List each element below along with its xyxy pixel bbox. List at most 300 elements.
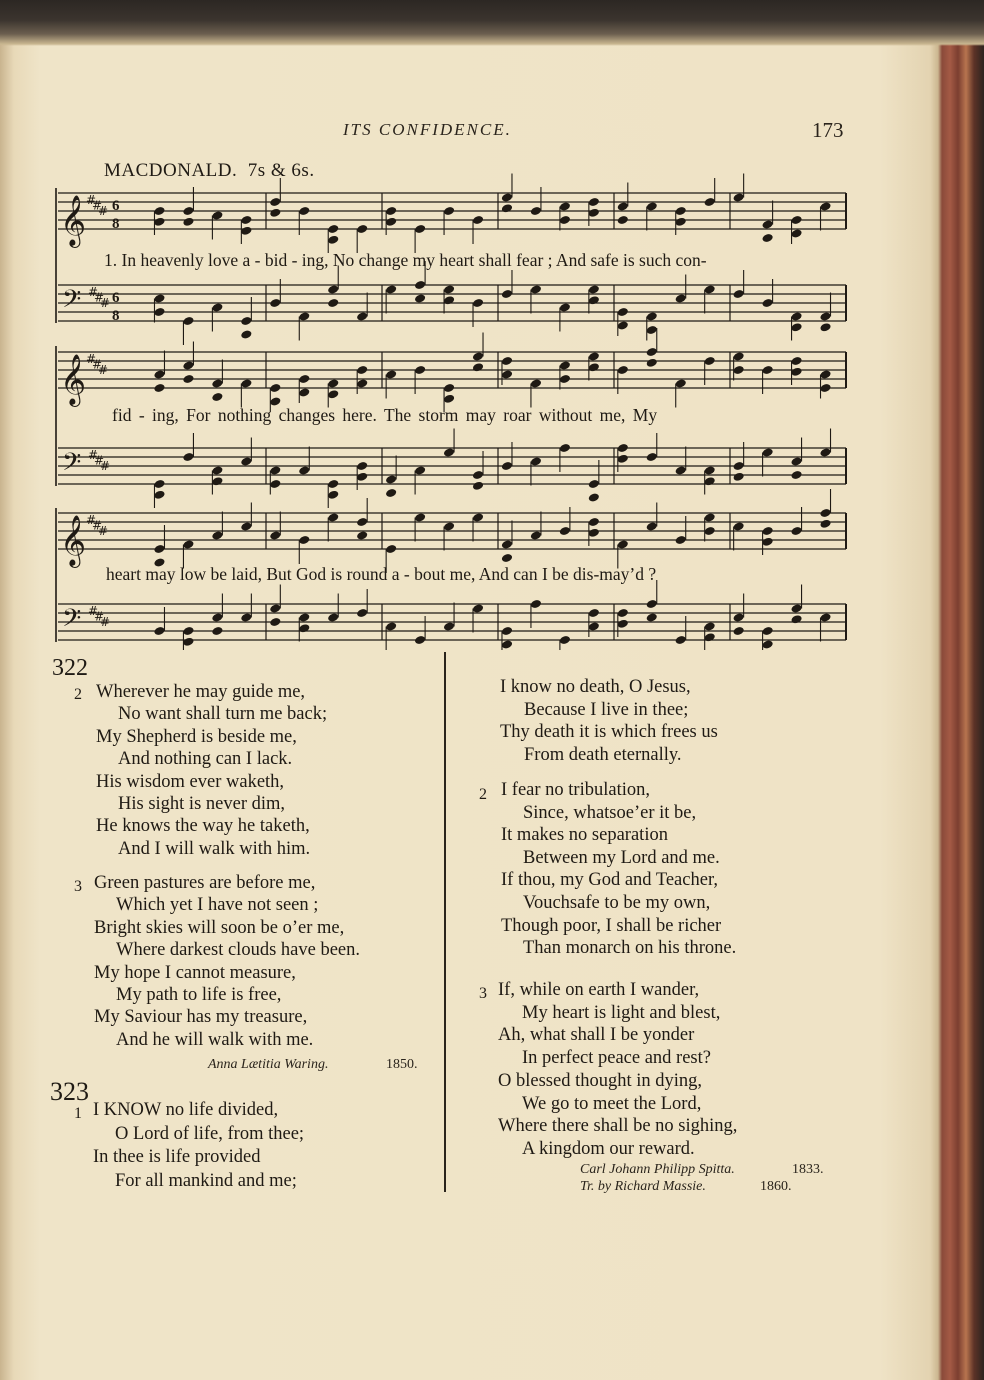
note-head xyxy=(704,465,716,475)
note-head xyxy=(414,280,426,290)
note-head xyxy=(443,521,455,531)
sharp-sign: # xyxy=(94,609,105,624)
note-head xyxy=(588,208,600,218)
hymn-323-translator: Tr. by Richard Massie. xyxy=(580,1179,706,1194)
note-head xyxy=(443,447,455,457)
verse-line: Bright skies will soon be o’er me, xyxy=(94,917,345,938)
verse-line: Vouchsafe to be my own, xyxy=(523,893,711,913)
music-score xyxy=(0,0,984,650)
verse-line: For all mankind and me; xyxy=(115,1170,297,1191)
verse-line: In thee is life provided xyxy=(93,1147,261,1167)
lyric-line-3: heart may low be laid, But God is round a - bout me, And can I be dis-may’d ? xyxy=(106,564,657,584)
verse-line: No want shall turn me back; xyxy=(118,704,328,725)
treble-clef: 𝄞 xyxy=(60,195,87,246)
note-head xyxy=(733,612,745,622)
verse-line: My hope I cannot measure, xyxy=(94,962,296,983)
note-head xyxy=(385,369,397,379)
verse-line: Green pastures are before me, xyxy=(94,873,316,893)
note-head xyxy=(327,224,339,234)
note-head xyxy=(617,608,629,618)
verse-line: O Lord of life, from thee; xyxy=(115,1123,305,1144)
note-head xyxy=(153,544,165,554)
note-head xyxy=(819,519,831,529)
note-head xyxy=(240,378,252,388)
note-head xyxy=(530,456,542,466)
note-head xyxy=(298,623,310,633)
note-head xyxy=(385,474,397,484)
hymn-number-323: 323 xyxy=(50,1077,89,1106)
note-head xyxy=(617,619,629,629)
note-head xyxy=(646,201,658,211)
verse-line: My path to life is free, xyxy=(116,985,282,1005)
note-head xyxy=(298,535,310,545)
sharp-sign: # xyxy=(92,357,103,372)
note-head xyxy=(211,392,223,402)
note-head xyxy=(675,206,687,216)
note-head xyxy=(153,217,165,227)
note-head xyxy=(269,197,281,207)
note-head xyxy=(298,612,310,622)
note-head xyxy=(356,461,368,471)
verse-line: A kingdom our reward. xyxy=(522,1138,695,1159)
verse-line: We go to meet the Lord, xyxy=(522,1093,702,1114)
note-head xyxy=(530,599,542,609)
note-head xyxy=(646,452,658,462)
sharp-sign: # xyxy=(94,453,105,468)
note-head xyxy=(327,512,339,522)
note-head xyxy=(182,539,194,549)
note-head xyxy=(443,621,455,631)
verse-line: O blessed thought in dying, xyxy=(498,1070,703,1091)
note-head xyxy=(761,365,773,375)
sharp-sign: # xyxy=(98,204,109,218)
note-head xyxy=(559,526,571,536)
note-head xyxy=(501,203,513,213)
note-head xyxy=(182,360,194,370)
note-head xyxy=(327,378,339,388)
note-head xyxy=(819,311,831,321)
verse-line: His wisdom ever waketh, xyxy=(96,771,285,792)
note-head xyxy=(240,456,252,466)
note-head xyxy=(733,192,745,202)
sharp-sign: # xyxy=(92,518,103,533)
note-head xyxy=(182,626,194,636)
note-head xyxy=(414,465,426,475)
note-head xyxy=(588,284,600,294)
note-head xyxy=(761,639,773,649)
verse-line: In perfect peace and rest? xyxy=(522,1048,711,1069)
column-divider xyxy=(444,652,446,1192)
note-head xyxy=(617,320,629,330)
note-head xyxy=(646,612,658,622)
note-head xyxy=(617,443,629,453)
note-head xyxy=(414,512,426,522)
note-head xyxy=(356,378,368,388)
note-head xyxy=(182,206,194,216)
note-head xyxy=(588,197,600,207)
note-head xyxy=(501,289,513,299)
sharp-sign: # xyxy=(86,513,97,528)
note-head xyxy=(761,447,773,457)
note-head xyxy=(704,512,716,522)
note-head xyxy=(819,508,831,518)
note-head xyxy=(153,479,165,489)
note-head xyxy=(790,470,802,480)
note-head xyxy=(269,603,281,613)
note-head xyxy=(153,490,165,500)
verse-line: My Shepherd is beside me, xyxy=(96,726,297,747)
running-title: ITS CONFIDENCE. xyxy=(343,120,512,139)
note-head xyxy=(559,360,571,370)
note-head xyxy=(298,311,310,321)
note-head xyxy=(646,521,658,531)
note-head xyxy=(211,612,223,622)
note-head xyxy=(356,311,368,321)
note-head xyxy=(501,539,513,549)
note-head xyxy=(733,351,745,361)
bass-clef: 𝄢 xyxy=(62,448,82,483)
time-signature-top: 6 xyxy=(112,290,120,306)
verse-line: He knows the way he taketh, xyxy=(96,816,310,837)
note-head xyxy=(298,374,310,384)
note-head xyxy=(530,284,542,294)
note-head xyxy=(704,284,716,294)
note-head xyxy=(819,383,831,393)
note-head xyxy=(675,535,687,545)
note-head xyxy=(501,639,513,649)
sharp-sign: # xyxy=(88,604,99,619)
note-head xyxy=(790,215,802,225)
note-head xyxy=(761,219,773,229)
note-head xyxy=(211,530,223,540)
note-head xyxy=(704,356,716,366)
note-head xyxy=(414,293,426,303)
verse-line: I know no death, O Jesus, xyxy=(500,677,691,697)
note-head xyxy=(559,215,571,225)
note-head xyxy=(414,635,426,645)
verse-line: Which yet I have not seen ; xyxy=(116,895,319,916)
note-head xyxy=(153,626,165,636)
tune-title: MACDONALD. xyxy=(104,160,238,181)
note-head xyxy=(733,461,745,471)
note-head xyxy=(588,492,600,502)
sharp-sign: # xyxy=(86,193,97,208)
note-head xyxy=(675,293,687,303)
stanza-number: 1 xyxy=(74,1105,82,1122)
verse-line: From death eternally. xyxy=(524,744,682,765)
note-head xyxy=(472,470,484,480)
note-head xyxy=(559,635,571,645)
sharp-sign: # xyxy=(92,198,103,213)
verse-line: Ah, what shall I be yonder xyxy=(498,1025,695,1046)
note-head xyxy=(559,302,571,312)
note-head xyxy=(675,217,687,227)
note-head xyxy=(790,456,802,466)
note-head xyxy=(356,530,368,540)
note-head xyxy=(472,512,484,522)
note-head xyxy=(646,325,658,335)
verse-line: I fear no tribulation, xyxy=(501,780,650,800)
note-head xyxy=(211,302,223,312)
verse-line: Though poor, I shall be richer xyxy=(501,915,722,936)
note-head xyxy=(472,215,484,225)
note-head xyxy=(501,461,513,471)
note-head xyxy=(617,454,629,464)
note-head xyxy=(790,322,802,332)
note-head xyxy=(530,378,542,388)
note-head xyxy=(472,481,484,491)
note-head xyxy=(269,617,281,627)
note-head xyxy=(385,206,397,216)
note-head xyxy=(501,553,513,563)
note-head xyxy=(443,394,455,404)
note-head xyxy=(443,295,455,305)
note-head xyxy=(182,452,194,462)
note-head xyxy=(153,307,165,317)
hymn-322-author: Anna Lætitia Waring. xyxy=(208,1057,329,1072)
time-signature-top: 6 xyxy=(112,198,120,214)
hymn-322-year: 1850. xyxy=(386,1057,418,1072)
hymn-323-translator-year: 1860. xyxy=(760,1179,792,1194)
note-head xyxy=(298,465,310,475)
note-head xyxy=(385,544,397,554)
note-head xyxy=(646,358,658,368)
note-head xyxy=(356,224,368,234)
note-head xyxy=(646,599,658,609)
time-signature-bottom: 8 xyxy=(112,216,120,232)
note-head xyxy=(472,298,484,308)
note-head xyxy=(327,479,339,489)
note-head xyxy=(733,626,745,636)
note-head xyxy=(588,479,600,489)
verse-line: Thy death it is which frees us xyxy=(500,722,718,742)
note-head xyxy=(588,517,600,527)
note-head xyxy=(675,465,687,475)
note-head xyxy=(414,224,426,234)
note-head xyxy=(182,316,194,326)
sharp-sign: # xyxy=(100,615,111,629)
note-head xyxy=(182,374,194,384)
note-head xyxy=(819,447,831,457)
sharp-sign: # xyxy=(88,448,99,463)
note-head xyxy=(617,365,629,375)
note-head xyxy=(298,387,310,397)
note-head xyxy=(704,632,716,642)
verse-line: And I will walk with him. xyxy=(118,838,311,859)
sharp-sign: # xyxy=(86,352,97,367)
note-head xyxy=(588,351,600,361)
treble-clef: 𝄞 xyxy=(60,515,87,566)
note-head xyxy=(646,347,658,357)
note-head xyxy=(819,322,831,332)
note-head xyxy=(761,298,773,308)
note-head xyxy=(153,383,165,393)
note-head xyxy=(559,201,571,211)
note-head xyxy=(790,228,802,238)
note-head xyxy=(733,521,745,531)
note-head xyxy=(501,369,513,379)
note-head xyxy=(501,192,513,202)
note-head xyxy=(269,298,281,308)
note-head xyxy=(385,217,397,227)
note-head xyxy=(356,365,368,375)
note-head xyxy=(211,465,223,475)
note-head xyxy=(790,614,802,624)
note-head xyxy=(559,374,571,384)
note-head xyxy=(356,608,368,618)
note-head xyxy=(153,293,165,303)
treble-clef: 𝄞 xyxy=(60,354,87,405)
verse-line: Where there shall be no sighing, xyxy=(498,1116,738,1137)
note-head xyxy=(211,210,223,220)
verse-line: If thou, my God and Teacher, xyxy=(501,870,718,891)
verse-line: Between my Lord and me. xyxy=(523,847,720,868)
note-head xyxy=(704,476,716,486)
note-head xyxy=(646,311,658,321)
note-head xyxy=(327,298,339,308)
note-head xyxy=(472,362,484,372)
note-head xyxy=(704,621,716,631)
note-head xyxy=(675,378,687,388)
note-head xyxy=(327,235,339,245)
hymn-323-author-year: 1833. xyxy=(792,1162,824,1177)
note-head xyxy=(443,383,455,393)
bass-clef: 𝄢 xyxy=(62,604,82,639)
note-head xyxy=(472,351,484,361)
note-head xyxy=(588,362,600,372)
note-head xyxy=(819,369,831,379)
note-head xyxy=(530,206,542,216)
note-head xyxy=(153,206,165,216)
verse-line: Where darkest clouds have been. xyxy=(116,940,360,961)
note-head xyxy=(559,443,571,453)
note-head xyxy=(385,488,397,498)
verse-line: And nothing can I lack. xyxy=(118,749,293,770)
note-head xyxy=(443,206,455,216)
hymn-323-author: Carl Johann Philipp Spitta. xyxy=(580,1162,735,1177)
note-head xyxy=(269,383,281,393)
note-head xyxy=(790,526,802,536)
note-head xyxy=(819,612,831,622)
page-number: 173 xyxy=(812,118,844,142)
sharp-sign: # xyxy=(100,296,111,310)
note-head xyxy=(733,472,745,482)
note-head xyxy=(733,365,745,375)
verse-line: I KNOW no life divided, xyxy=(93,1100,279,1120)
lyric-line-1: 1. In heavenly love a - bid - ing, No change my heart shall fear ; And safe is such con- xyxy=(104,250,707,270)
note-head xyxy=(298,206,310,216)
note-head xyxy=(530,530,542,540)
note-head xyxy=(211,378,223,388)
note-head xyxy=(269,465,281,475)
note-head xyxy=(153,369,165,379)
note-head xyxy=(501,356,513,366)
note-head xyxy=(790,311,802,321)
note-head xyxy=(819,201,831,211)
note-head xyxy=(414,365,426,375)
note-head xyxy=(240,329,252,339)
verse-line: And he will walk with me. xyxy=(116,1029,314,1050)
verse-line: Than monarch on his throne. xyxy=(523,938,737,959)
tune-meter: 7s & 6s. xyxy=(247,160,315,181)
note-head xyxy=(472,603,484,613)
stanza-number: 3 xyxy=(479,985,487,1002)
note-head xyxy=(617,307,629,317)
sharp-sign: # xyxy=(100,459,111,473)
note-head xyxy=(240,215,252,225)
note-head xyxy=(790,367,802,377)
note-head xyxy=(211,476,223,486)
note-head xyxy=(501,626,513,636)
lyric-line-2: fid - ing, For nothing changes here. The storm may roar without me, My xyxy=(112,405,658,425)
note-head xyxy=(761,537,773,547)
note-head xyxy=(761,526,773,536)
verse-line: If, while on earth I wander, xyxy=(498,980,700,1000)
note-head xyxy=(617,215,629,225)
note-head xyxy=(733,289,745,299)
note-head xyxy=(269,479,281,489)
sharp-sign: # xyxy=(94,290,105,305)
sharp-sign: # xyxy=(88,285,99,300)
hymn-number-322: 322 xyxy=(52,655,88,681)
note-head xyxy=(761,626,773,636)
verse-line: Wherever he may guide me, xyxy=(96,682,306,702)
note-head xyxy=(240,612,252,622)
verse-line: My heart is light and blest, xyxy=(522,1002,721,1023)
stanza-number: 2 xyxy=(479,786,487,803)
note-head xyxy=(211,626,223,636)
note-head xyxy=(327,612,339,622)
note-head xyxy=(240,316,252,326)
note-head xyxy=(704,197,716,207)
stanza-number: 3 xyxy=(74,878,82,895)
verse-line: It makes no separation xyxy=(501,825,668,846)
note-head xyxy=(356,517,368,527)
time-signature-bottom: 8 xyxy=(112,308,120,324)
note-head xyxy=(675,635,687,645)
sharp-sign: # xyxy=(98,524,109,538)
note-head xyxy=(240,521,252,531)
stanza-number: 2 xyxy=(74,686,82,703)
note-head xyxy=(182,217,194,227)
note-head xyxy=(588,295,600,305)
note-head xyxy=(443,284,455,294)
note-head xyxy=(269,208,281,218)
note-head xyxy=(240,226,252,236)
note-head xyxy=(269,530,281,540)
note-head xyxy=(704,526,716,536)
note-head xyxy=(327,284,339,294)
note-head xyxy=(356,472,368,482)
note-head xyxy=(790,356,802,366)
note-head xyxy=(761,233,773,243)
note-head xyxy=(588,528,600,538)
bass-clef: 𝄢 xyxy=(62,285,82,320)
note-head xyxy=(790,603,802,613)
verse-line: My Saviour has my treasure, xyxy=(94,1007,308,1028)
note-head xyxy=(385,621,397,631)
sharp-sign: # xyxy=(98,363,109,377)
note-head xyxy=(385,284,397,294)
verse-line: Because I live in thee; xyxy=(524,699,689,720)
verse-line: His sight is never dim, xyxy=(118,794,286,814)
note-head xyxy=(617,201,629,211)
note-head xyxy=(588,608,600,618)
note-head xyxy=(617,539,629,549)
note-head xyxy=(327,389,339,399)
note-head xyxy=(327,490,339,500)
note-head xyxy=(182,637,194,647)
